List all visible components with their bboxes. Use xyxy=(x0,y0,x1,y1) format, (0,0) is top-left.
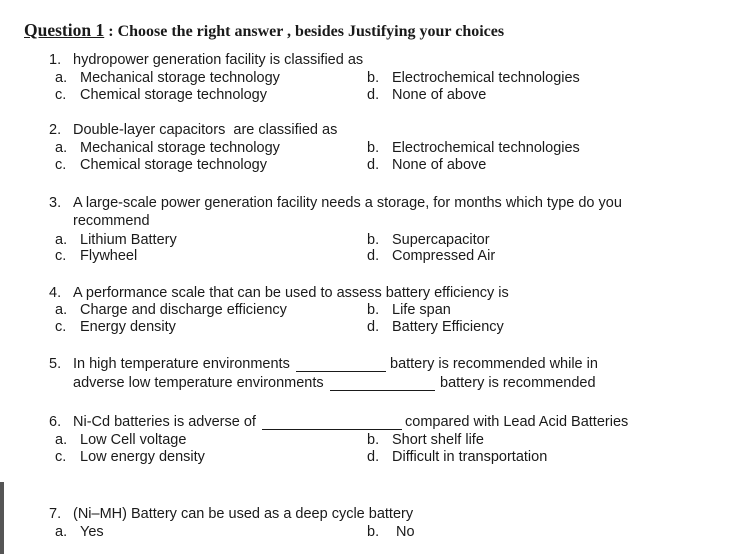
question-3-option-a: Lithium Battery xyxy=(80,232,177,248)
question-2-option-b: Electrochemical technologies xyxy=(392,140,580,156)
question-1-option-a: Mechanical storage technology xyxy=(80,70,280,86)
question-2-option-d: None of above xyxy=(392,157,487,173)
question-7-number: 7. xyxy=(49,506,62,522)
question-2-number: 2. xyxy=(49,122,62,138)
option-letter-b: b. xyxy=(367,524,380,540)
question-1-option-d: None of above xyxy=(392,87,487,103)
question-2-text: Double-layer capacitors are classified as xyxy=(73,122,338,138)
question-1-option-b: Electrochemical technologies xyxy=(392,70,580,86)
question-6-text-end: compared with Lead Acid Batteries xyxy=(405,414,629,430)
question-4-option-b: Life span xyxy=(392,302,451,318)
option-letter-d: d. xyxy=(367,449,380,465)
option-letter-a: a. xyxy=(55,232,68,248)
question-3-text: A large-scale power generation facility needs a storage, for months which type do you xyxy=(73,195,622,211)
option-letter-b: b. xyxy=(367,140,380,156)
question-1-option-c: Chemical storage technology xyxy=(80,87,267,103)
question-7-option-b: No xyxy=(396,524,415,540)
question-5-line2-start: adverse low temperature environments xyxy=(73,375,324,391)
question-heading xyxy=(24,20,504,42)
option-letter-a: a. xyxy=(55,140,68,156)
question-6-option-d: Difficult in transportation xyxy=(392,449,548,465)
question-7-option-a: Yes xyxy=(80,524,104,540)
option-letter-d: d. xyxy=(367,157,380,173)
question-4-option-a: Charge and discharge efficiency xyxy=(80,302,287,318)
option-letter-b: b. xyxy=(367,432,380,448)
option-letter-c: c. xyxy=(55,87,67,103)
option-letter-d: d. xyxy=(367,319,380,335)
question-4-option-c: Energy density xyxy=(80,319,176,335)
question-6-option-a: Low Cell voltage xyxy=(80,432,187,448)
question-3-option-b: Supercapacitor xyxy=(392,232,490,248)
question-4-text: A performance scale that can be used to assess battery efficiency is xyxy=(73,285,509,301)
question-6-option-c: Low energy density xyxy=(80,449,205,465)
question-2-option-c: Chemical storage technology xyxy=(80,157,267,173)
option-letter-d: d. xyxy=(367,248,380,264)
question-6-option-b: Short shelf life xyxy=(392,432,484,448)
question-5-line1-start: In high temperature environments xyxy=(73,356,290,372)
question-6-blank[interactable] xyxy=(262,417,402,430)
heading-instruction: Choose the right answer , besides Justifying your choices xyxy=(117,23,505,40)
question-3-number: 3. xyxy=(49,195,62,211)
question-6-number: 6. xyxy=(49,414,62,430)
option-letter-b: b. xyxy=(367,70,380,86)
option-letter-c: c. xyxy=(55,157,67,173)
question-5-line2-end: battery is recommended xyxy=(440,375,596,391)
question-3-text-continued: recommend xyxy=(73,213,150,229)
question-number: Question 1 xyxy=(24,20,105,40)
option-letter-b: b. xyxy=(367,302,380,318)
question-1-text: hydropower generation facility is classified as xyxy=(73,52,364,68)
option-letter-a: a. xyxy=(55,432,68,448)
option-letter-c: c. xyxy=(55,449,67,465)
option-letter-c: c. xyxy=(55,319,67,335)
question-4-option-d: Battery Efficiency xyxy=(392,319,504,335)
option-letter-d: d. xyxy=(367,87,380,103)
question-3-option-d: Compressed Air xyxy=(392,248,496,264)
question-5-blank-1[interactable] xyxy=(296,359,386,372)
option-letter-b: b. xyxy=(367,232,380,248)
question-1-number: 1. xyxy=(49,52,62,68)
heading-separator: : xyxy=(104,23,118,40)
question-6-text-start: Ni-Cd batteries is adverse of xyxy=(73,414,256,430)
question-3-option-c: Flywheel xyxy=(80,248,138,264)
question-5-number: 5. xyxy=(49,356,62,372)
question-4-number: 4. xyxy=(49,285,62,301)
page-edge-bar xyxy=(0,482,4,554)
question-5-blank-2[interactable] xyxy=(330,378,435,391)
question-2-option-a: Mechanical storage technology xyxy=(80,140,280,156)
option-letter-a: a. xyxy=(55,302,68,318)
question-5-line1-end: battery is recommended while in xyxy=(390,356,598,372)
question-7-text: (Ni–MH) Battery can be used as a deep cycle battery xyxy=(73,506,414,522)
option-letter-c: c. xyxy=(55,248,67,264)
option-letter-a: a. xyxy=(55,70,68,86)
option-letter-a: a. xyxy=(55,524,68,540)
